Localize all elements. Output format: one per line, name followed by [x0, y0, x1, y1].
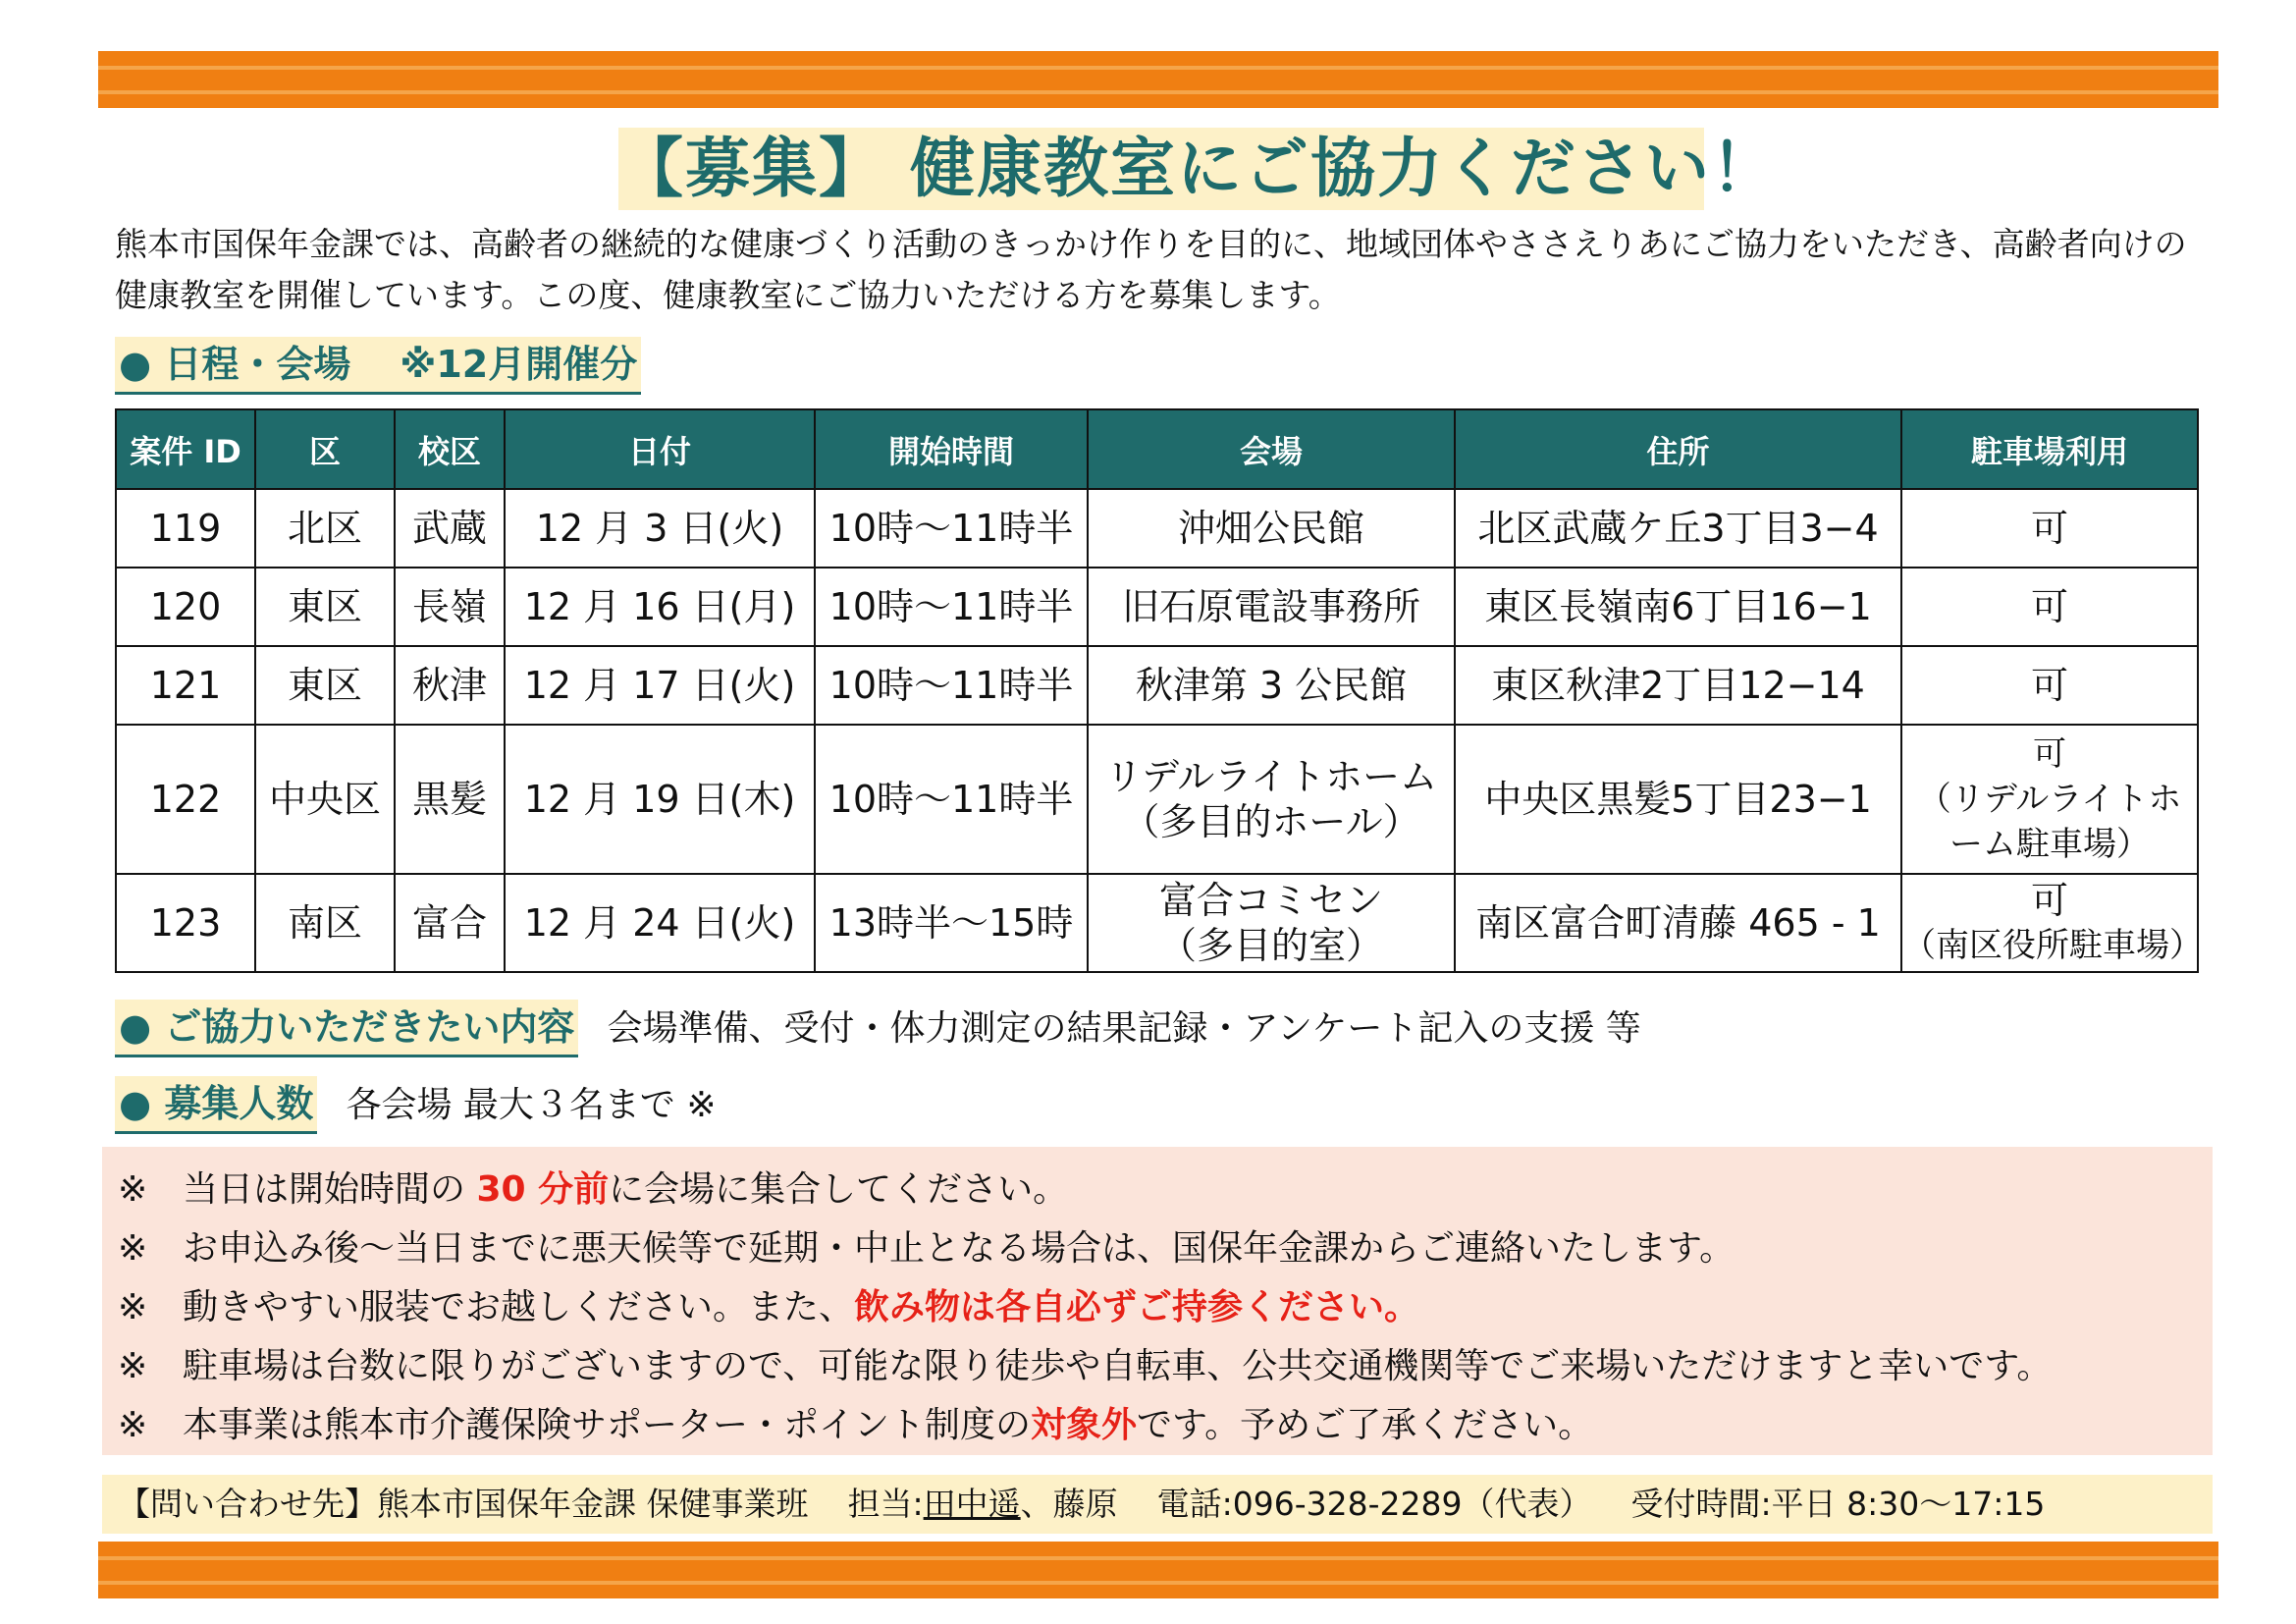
venue-line: 富合コミセン — [1158, 879, 1383, 922]
cell-address: 北区武蔵ケ丘3丁目3−4 — [1455, 489, 1901, 568]
cell-ward: 中央区 — [255, 725, 395, 874]
header-start-time: 開始時間 — [815, 409, 1088, 489]
cell-school-district: 富合 — [395, 874, 505, 972]
cell-date: 12 月 16 日(月) — [505, 568, 815, 646]
cell-case-id: 122 — [116, 725, 255, 874]
table-header-row — [116, 409, 2198, 489]
note-mark: ※ — [118, 1405, 148, 1445]
cell-school-district: 長嶺 — [395, 568, 505, 646]
schedule-heading-label: ● 日程・会場 ※12月開催分 — [115, 337, 641, 395]
cell-start-time: 10時～11時半 — [815, 489, 1088, 568]
cell-venue — [1088, 725, 1455, 874]
note-mark: ※ — [118, 1228, 148, 1269]
cell-case-id: 123 — [116, 874, 255, 972]
note-5: ※ 本事業は熊本市介護保険サポーター・ポイント制度の対象外です。予めご了承ください。 — [118, 1396, 1593, 1455]
cell-venue — [1088, 874, 1455, 972]
contact-bar — [102, 1475, 2213, 1534]
cooperation-section — [115, 1000, 1641, 1058]
header-school-district: 校区 — [395, 409, 505, 489]
page-title: 【募集】 健康教室にご協力ください！ — [618, 131, 1778, 206]
cell-ward: 東区 — [255, 646, 395, 725]
cell-address: 東区長嶺南6丁目16−1 — [1455, 568, 1901, 646]
cell-venue: 秋津第 3 公民館 — [1088, 646, 1455, 725]
schedule-heading — [115, 337, 641, 396]
cell-school-district: 秋津 — [395, 646, 505, 725]
notes-box — [102, 1147, 2213, 1455]
cooperation-heading: ● ご協力いただきたい内容 — [115, 1000, 578, 1057]
parking-line: ーム駐車場） — [1949, 825, 2150, 864]
note-5-highlight: 対象外 — [1031, 1405, 1138, 1445]
title-banner — [618, 128, 1778, 210]
header-parking: 駐車場利用 — [1901, 409, 2198, 489]
cell-parking: 可 — [1901, 489, 2198, 568]
contact-staff-label: 担当: — [847, 1485, 924, 1523]
cell-date: 12 月 17 日(火) — [505, 646, 815, 725]
cell-parking — [1901, 725, 2198, 874]
table-row — [116, 874, 2198, 972]
venue-line: （多目的室） — [1158, 924, 1383, 967]
note-mark: ※ — [118, 1287, 148, 1327]
note-mark: ※ — [118, 1346, 148, 1386]
cell-parking — [1901, 874, 2203, 972]
cell-address: 南区富合町清藤 465 - 1 — [1455, 874, 1901, 972]
cell-start-time: 13時半～15時 — [815, 874, 1088, 972]
header-ward: 区 — [255, 409, 395, 489]
intro-line-2: 健康教室を開催しています。この度、健康教室にご協力いただける方を募集します。 — [115, 276, 1341, 314]
parking-line: （南区役所駐車場） — [1902, 926, 2203, 965]
contact-phone: 電話:096-328-2289（代表） — [1156, 1485, 1592, 1523]
venue-line: （多目的ホール） — [1122, 800, 1420, 843]
cell-parking: 可 — [1901, 646, 2198, 725]
cell-parking: 可 — [1901, 568, 2198, 646]
table-row — [116, 489, 2198, 568]
cooperation-text: 会場準備、受付・体力測定の結果記録・アンケート記入の支援 等 — [607, 1008, 1641, 1049]
cell-ward: 北区 — [255, 489, 395, 568]
table-row — [116, 646, 2198, 725]
cell-address: 中央区黒髪5丁目23−1 — [1455, 725, 1901, 874]
recruit-heading: ● 募集人数 — [115, 1076, 317, 1134]
recruit-text: 各会場 最大３名まで ※ — [346, 1085, 717, 1125]
bottom-band — [98, 1542, 2218, 1598]
note-mark: ※ — [118, 1169, 148, 1210]
top-band — [98, 51, 2218, 108]
contact-hours: 受付時間:平日 8:30～17:15 — [1630, 1485, 2046, 1523]
contact-prefix: 【問い合わせ先】熊本市国保年金課 保健事業班 — [118, 1485, 809, 1523]
cell-start-time: 10時～11時半 — [815, 725, 1088, 874]
header-date: 日付 — [505, 409, 815, 489]
parking-line: 可 — [2030, 879, 2068, 922]
parking-line: 可 — [2033, 734, 2066, 774]
note-3-highlight: 飲み物は各自必ずご持参ください。 — [854, 1287, 1420, 1327]
cell-date: 12 月 3 日(火) — [505, 489, 815, 568]
cell-start-time: 10時～11時半 — [815, 646, 1088, 725]
schedule-heading-note: ※12月開催分 — [400, 343, 638, 386]
header-address: 住所 — [1455, 409, 1901, 489]
cell-school-district: 黒髪 — [395, 725, 505, 874]
cell-case-id: 119 — [116, 489, 255, 568]
note-1-highlight: 30 分前 — [476, 1169, 610, 1210]
cell-case-id: 121 — [116, 646, 255, 725]
contact-staff-2: 、藤原 — [1020, 1485, 1118, 1523]
cell-date: 12 月 24 日(火) — [505, 874, 815, 972]
cell-ward: 南区 — [255, 874, 395, 972]
cell-start-time: 10時～11時半 — [815, 568, 1088, 646]
note-4: ※ 駐車場は台数に限りがございますので、可能な限り徒歩や自転車、公共交通機関等でご来場いただけますと幸いです。 — [118, 1337, 2052, 1396]
table-row — [116, 568, 2198, 646]
note-2: ※ お申込み後～当日までに悪天候等で延期・中止となる場合は、国保年金課からご連絡いたします。 — [118, 1219, 1735, 1278]
cell-venue: 沖畑公民館 — [1088, 489, 1455, 568]
schedule-table — [115, 408, 2203, 973]
cell-case-id: 120 — [116, 568, 255, 646]
cell-venue: 旧石原電設事務所 — [1088, 568, 1455, 646]
parking-line: （リデルライトホ — [1917, 780, 2182, 819]
table-row — [116, 725, 2198, 874]
header-case-id: 案件 ID — [116, 409, 255, 489]
note-3: ※ 動きやすい服装でお越しください。また、飲み物は各自必ずご持参ください。 — [118, 1278, 1419, 1337]
contact-text — [118, 1475, 2045, 1534]
cell-school-district: 武蔵 — [395, 489, 505, 568]
venue-line: リデルライトホーム — [1104, 755, 1438, 798]
contact-staff-1: 田中遥 — [923, 1485, 1021, 1523]
cell-date: 12 月 19 日(木) — [505, 725, 815, 874]
note-1: ※ 当日は開始時間の 30 分前に会場に集合してください。 — [118, 1161, 1068, 1219]
cell-address: 東区秋津2丁目12−14 — [1455, 646, 1901, 725]
recruit-section — [115, 1076, 717, 1135]
cell-ward: 東区 — [255, 568, 395, 646]
intro-line-1: 熊本市国保年金課では、高齢者の継続的な健康づくり活動のきっかけ作りを目的に、地域団体やささえりあにご協力をいただき、高齢者向けの — [115, 225, 2187, 263]
header-venue: 会場 — [1088, 409, 1455, 489]
